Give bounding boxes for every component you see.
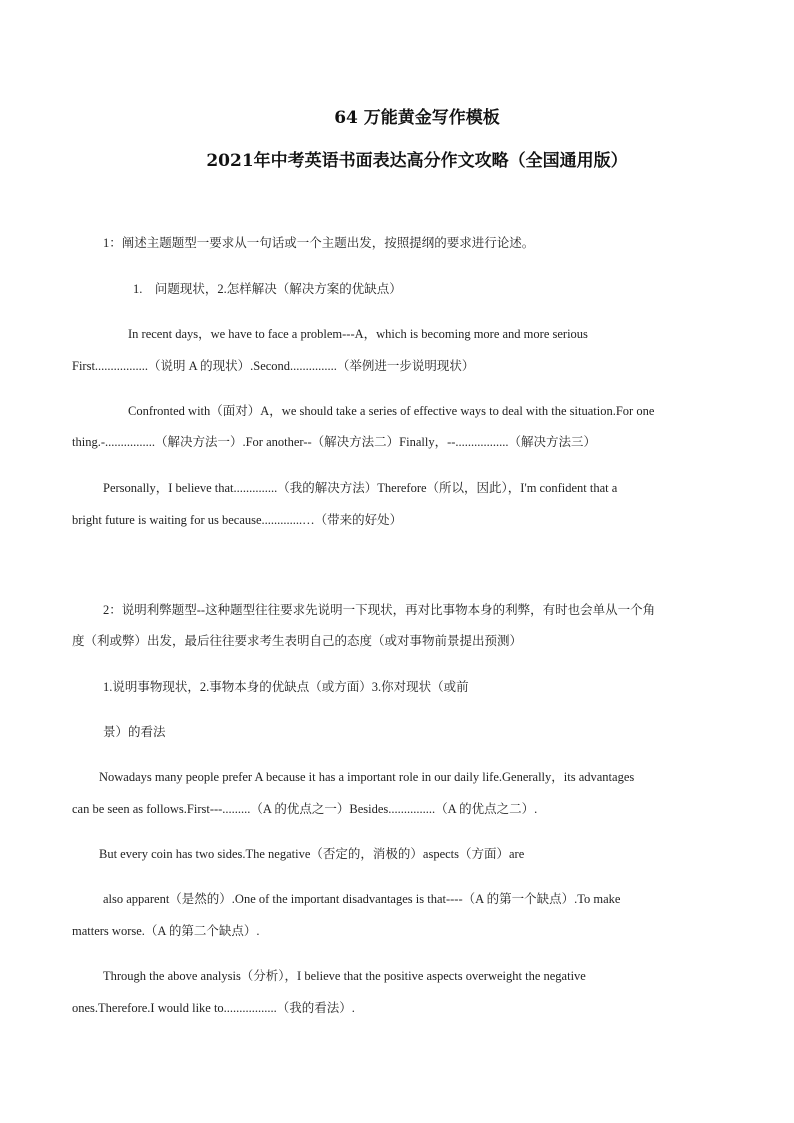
section-1-outline: 1. 问题现状，2.怎样解决（解决方案的优缺点） [133, 282, 402, 296]
document-subtitle: 2021年中考英语书面表达高分作文攻略（全国通用版） [206, 151, 628, 171]
document-title: 64 万能黄金写作模板 [334, 108, 500, 128]
section-2-paragraph-2-line-2: also apparent（是然的）.One of the important disadvantages is that----（A 的第一个缺点）.To make [103, 892, 621, 906]
section-2-outline-line-1: 1.说明事物现状，2.事物本身的优缺点（或方面）3.你对现状（或前 [103, 680, 469, 694]
section-1-paragraph-3-line-2: bright future is waiting for us because.............…（带来的好处） [72, 513, 403, 527]
section-2-paragraph-3-line-2: ones.Therefore.I would like to.................（我的看法）. [72, 1001, 355, 1015]
section-2-heading-line-1: 2：说明利弊题型--这种题型往往要求先说明一下现状，再对比事物本身的利弊，有时也会单从一个角 [103, 603, 656, 617]
section-1-paragraph-1-line-2: First.................（说明 A 的现状）.Second...............（举例进一步说明现状） [72, 359, 475, 373]
section-2-paragraph-1-line-1: Nowadays many people prefer A because it has a important role in our daily life.Generally，its advantages [99, 770, 635, 784]
section-2-heading-line-2: 度（利或弊）出发，最后往往要求考生表明自己的态度（或对事物前景提出预测） [72, 634, 523, 648]
section-1-paragraph-1-line-1: In recent days，we have to face a problem---A，which is becoming more and more serious [128, 327, 588, 341]
section-2-paragraph-1-line-2: can be seen as follows.First---.........（A 的优点之一）Besides...............（A 的优点之二）. [72, 802, 538, 816]
section-2-paragraph-2-line-3: matters worse.（A 的第二个缺点）. [72, 924, 260, 938]
section-1-heading: 1：阐述主题题型一要求从一句话或一个主题出发，按照提纲的要求进行论述。 [103, 236, 535, 250]
section-1-paragraph-3-line-1: Personally，I believe that..............（我的解决方法）Therefore（所以，因此），I'm confident that a [103, 481, 618, 495]
section-2-paragraph-3-line-1: Through the above analysis（分析），I believe that the positive aspects overweight the negative [103, 969, 586, 983]
section-1-paragraph-2-line-1: Confronted with（面对）A，we should take a series of effective ways to deal with the situation.For one [128, 404, 655, 418]
section-2-outline-line-2: 景）的看法 [103, 725, 166, 739]
section-2-paragraph-2-line-1: But every coin has two sides.The negative（否定的，消极的）aspects（方面）are [99, 847, 525, 861]
section-1-paragraph-2-line-2: thing.-................（解决方法一）.For another--（解决方法二）Finally，--.................（解决方法三） [72, 435, 597, 449]
